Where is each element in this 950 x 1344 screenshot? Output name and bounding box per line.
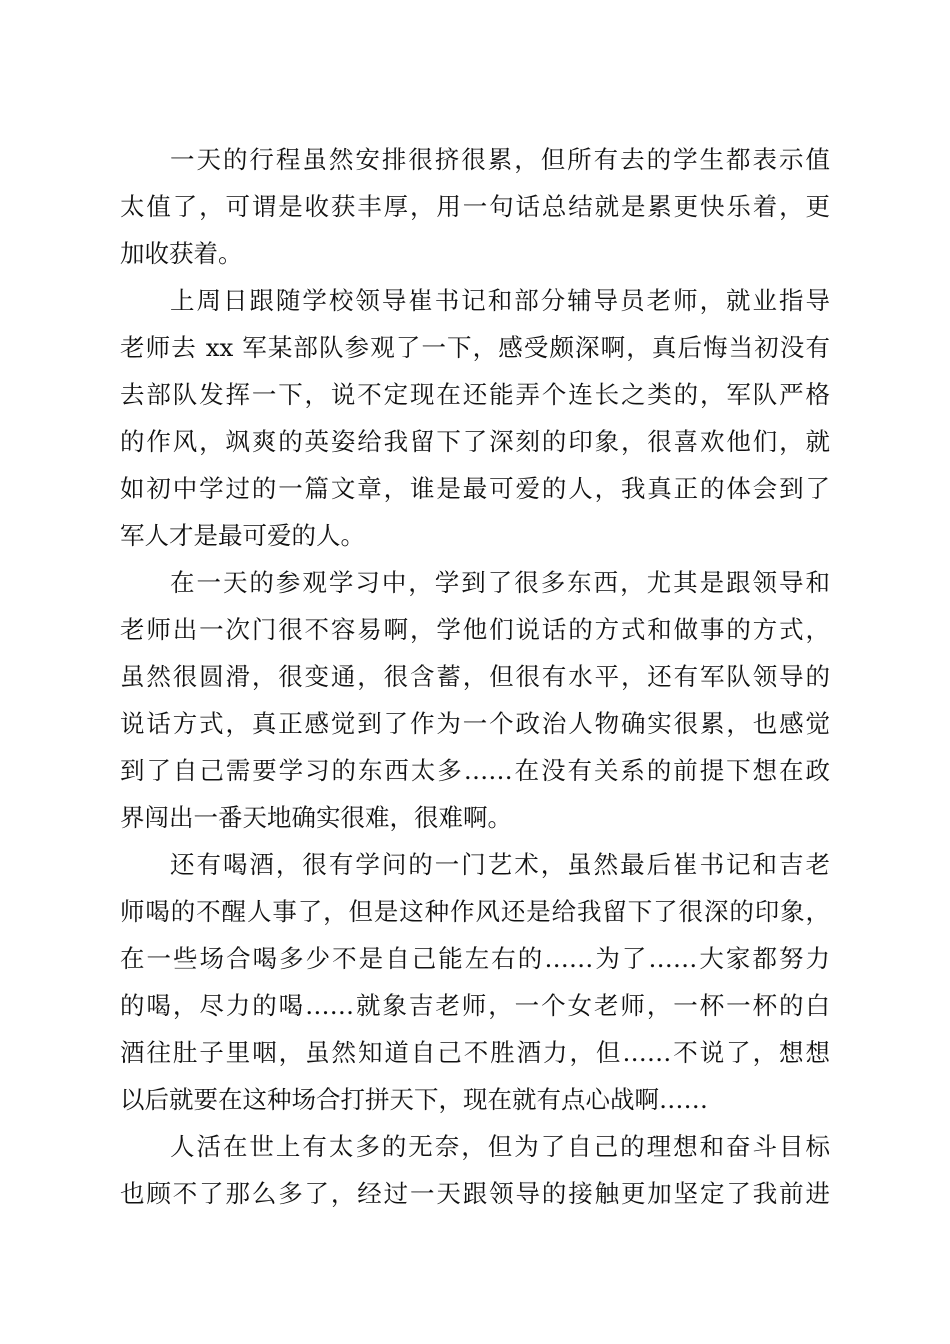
text-line: 酒往肚子里咽，虽然知道自己不胜酒力，但……不说了，想想 xyxy=(120,1038,830,1067)
text-line: 还有喝酒，很有学问的一门艺术，虽然最后崔书记和吉老 xyxy=(170,850,830,879)
paragraph-3 xyxy=(120,559,830,841)
text-line: 太值了，可谓是收获丰厚，用一句话总结就是累更快乐着，更 xyxy=(120,192,830,221)
text-line: 上周日跟随学校领导崔书记和部分辅导员老师，就业指导 xyxy=(170,286,830,315)
text-line: 说话方式，真正感觉到了作为一个政治人物确实很累，也感觉 xyxy=(120,709,830,738)
text-line: 界闯出一番天地确实很难，很难啊。 xyxy=(120,803,512,832)
document-body xyxy=(120,136,830,1217)
paragraph-5 xyxy=(120,1123,830,1217)
text-line: 在一天的参观学习中，学到了很多东西，尤其是跟领导和 xyxy=(170,568,830,597)
paragraph-4 xyxy=(120,841,830,1123)
text-line: 的喝，尽力的喝……就象吉老师，一个女老师，一杯一杯的白 xyxy=(120,991,830,1020)
text-line: 老师去 xx 军某部队参观了一下，感受颇深啊，真后悔当初没有 xyxy=(120,333,830,362)
text-line: 如初中学过的一篇文章，谁是最可爱的人，我真正的体会到了 xyxy=(120,474,830,503)
text-line: 老师出一次门很不容易啊，学他们说话的方式和做事的方式， xyxy=(120,615,830,644)
paragraph-1 xyxy=(120,136,830,277)
text-line: 以后就要在这种场合打拼天下，现在就有点心战啊…… xyxy=(120,1085,708,1114)
text-line: 加收获着。 xyxy=(120,239,243,268)
text-line: 人活在世上有太多的无奈，但为了自己的理想和奋斗目标 xyxy=(170,1132,830,1161)
text-line: 的作风，飒爽的英姿给我留下了深刻的印象，很喜欢他们，就 xyxy=(120,427,830,456)
text-line: 也顾不了那么多了，经过一天跟领导的接触更加坚定了我前进 xyxy=(120,1179,830,1208)
text-line: 虽然很圆滑，很变通，很含蓄，但很有水平，还有军队领导的 xyxy=(120,662,830,691)
text-line: 去部队发挥一下，说不定现在还能弄个连长之类的，军队严格 xyxy=(120,380,830,409)
text-line: 军人才是最可爱的人。 xyxy=(120,521,365,550)
text-line: 到了自己需要学习的东西太多……在没有关系的前提下想在政 xyxy=(120,756,830,785)
paragraph-2 xyxy=(120,277,830,559)
text-line: 在一些场合喝多少不是自己能左右的……为了……大家都努力 xyxy=(120,944,830,973)
text-line: 一天的行程虽然安排很挤很累，但所有去的学生都表示值 xyxy=(170,145,830,174)
text-line: 师喝的不醒人事了，但是这种作风还是给我留下了很深的印象， xyxy=(120,897,830,926)
